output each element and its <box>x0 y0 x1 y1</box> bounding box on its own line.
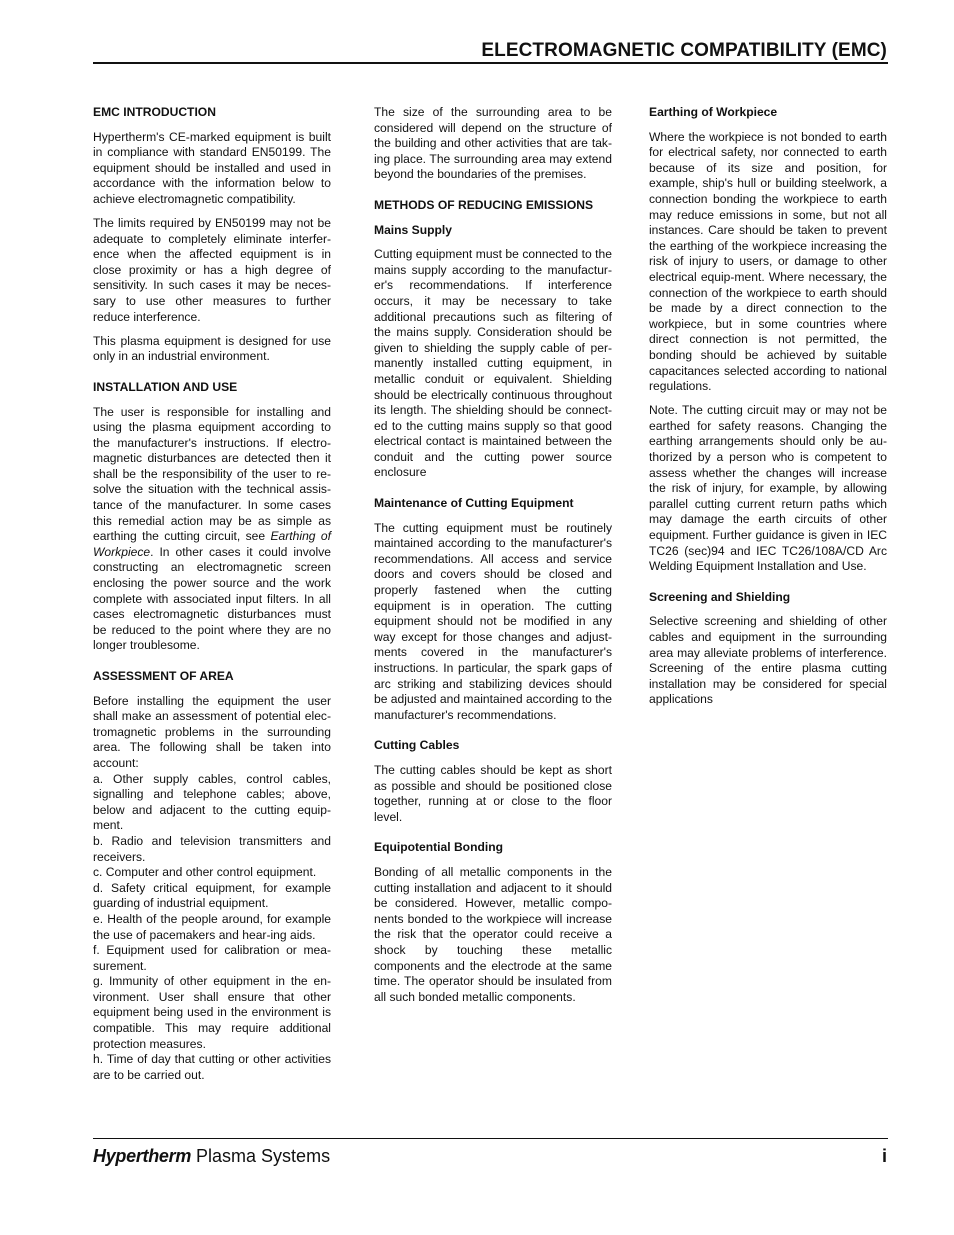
maintenance-paragraph: The cutting equipment must be routinely maintained according to the manufacturer's recommendations. All access and service doors and covers should be closed and properly fastened when the cutting equipment is in operation. The cutting equipment should not be modified in any way except for those changes and adjust-ments covered in the manufacturer's instructions. In particular, the spark gaps of arc striking and stabilizing devices should be adjusted and maintained according to the manufacturer's recommendations. <box>374 520 613 722</box>
assessment-item-b: b. Radio and television transmitters and receivers. <box>93 833 331 864</box>
column-3 <box>649 105 887 716</box>
assessment-item-a: a. Other supply cables, control cables, signalling and telephone cables; above, below and adjacent to the cutting equip-ment. <box>93 771 331 833</box>
installation-text-b: . In other cases it could involve constructing an electromagnetic screen enclosing the power source and the work complete with associated input filters. In all cases electromagnetic disturbances must be reduced to the point where they are no longer troublesome. <box>93 544 331 653</box>
footer-rule <box>93 1138 888 1139</box>
assessment-item-e: e. Health of the people around, for example the use of pacemakers and hear-ing aids. <box>93 911 331 942</box>
assessment-item-g: g. Immunity of other equipment in the en-vironment. User shall ensure that other equipment being used in the environment is compatible. This may require additional protection measures. <box>93 974 331 1051</box>
footer-brand-suffix: Plasma Systems <box>191 1146 331 1166</box>
area-size-paragraph: The size of the surrounding area to be considered will depend on the structure of the building and other activities that are tak-ing place. The surrounding area may extend beyond the boundaries of the premises. <box>374 105 612 182</box>
installation-paragraph <box>93 405 331 655</box>
emc-intro-paragraph-3: This plasma equipment is designed for use only in an industrial environment. <box>93 333 331 364</box>
cutting-cables-paragraph: The cutting cables should be kept as short as possible and should be positioned close together, running at or close to the floor level. <box>374 762 612 824</box>
installation-heading: INSTALLATION AND USE <box>93 379 238 394</box>
earthing-paragraph-1: Where the workpiece is not bonded to earth for electrical safety, nor connected to earth because of its size and position, for example, ship's hull or building steelwork, a connection bonding the workpiece to earth may reduce emissions in some, but not all instances. Care should be taken to prevent the earthing of the workpiece increasing the risk of injury to users, or damage to other electrical equip-ment. Where necessary, the connection of the workpiece to earth should be made by a direct connection to the workpiece, but in some countries where direct connection is not permitted, the bonding should be achieved by suitable capacitances selected according to national regulations. <box>649 129 887 394</box>
assessment-item-f: f. Equipment used for calibration or mea-surement. <box>93 943 331 973</box>
page-number: i <box>881 1146 887 1166</box>
equipotential-paragraph: Bonding of all metallic components in the cutting installation and adjacent to it should be considered. However, metallic compo-nents bonded to the workpiece will increase the risk that the operator could receive a shock by touching these metallic components and the electrode at the same time. The operator should be insulated from all such bonded metallic components. <box>374 864 612 1004</box>
screening-heading: Screening and Shielding <box>649 589 791 604</box>
header-rule <box>93 62 888 64</box>
earthing-heading: Earthing of Workpiece <box>649 105 778 119</box>
methods-heading: METHODS OF REDUCING EMISSIONS <box>374 197 594 212</box>
mains-supply-paragraph: Cutting equipment must be connected to the mains supply according to the manufactur-er's recommendations. If interference occurs, it may be necessary to take additional precautions such as filtering of the mains supply. Consideration should be given to shielding the supply cable of per-manently installed cutting equipment, in metallic conduit or equivalent. Shielding should be electrically continuous throughout its length. The shielding should be connect-ed to the cutting mains supply so that good electrical contact is maintained between the conduit and the cutting power source enclosure <box>374 247 612 480</box>
maintenance-heading: Maintenance of Cutting Equipment <box>374 496 574 511</box>
screening-paragraph: Selective screening and shielding of other cables and equipment in the surrounding area may alleviate problems of interference. Screening of the entire plasma cutting installation may be considered for special applications <box>649 614 887 707</box>
hypertherm-logo: Hypertherm <box>93 1146 192 1166</box>
mains-supply-heading: Mains Supply <box>374 222 452 237</box>
emc-intro-paragraph-1: Hypertherm's CE-marked equipment is built in compliance with standard EN50199. The equipment should be installed and used in accordance with the information below to achieve electromagnetic compatibility. <box>93 129 331 206</box>
assessment-item-c: c. Computer and other control equipment. <box>93 865 317 880</box>
footer-brand <box>93 1146 330 1167</box>
assessment-heading: ASSESSMENT OF AREA <box>93 669 234 683</box>
emc-intro-heading: EMC INTRODUCTION <box>93 105 216 119</box>
column-1 <box>93 105 331 1083</box>
assessment-list <box>93 772 331 1084</box>
installation-text-a: The user is responsible for installing and using the plasma equipment according to the manufacturer's instructions. If electro-magnetic disturbances are detected then it shall be the responsibility of the user to re-solve the situation with the technical assis-tance of the manufacturer. In some cases this remedial action may be as simple as earthing the cutting circuit, see <box>93 404 331 544</box>
column-2 <box>374 105 612 1014</box>
assessment-paragraph: Before installing the equipment the user shall make an assessment of potential elec-tromagnetic problems in the surrounding area. The following shall be taken into account: <box>93 693 331 770</box>
earthing-reference: Earthing of Workpiece <box>93 529 331 559</box>
cutting-cables-heading: Cutting Cables <box>374 738 460 753</box>
assessment-item-h: h. Time of day that cutting or other activities are to be carried out. <box>93 1052 331 1082</box>
emc-intro-paragraph-2: The limits required by EN50199 may not be adequate to completely eliminate interfer-ence when the affected equipment is in close proximity or has a high degree of sensitivity. In such cases it may be neces-sary to use other measures to further reduce interference. <box>93 216 331 324</box>
page-header-title: ELECTROMAGNETIC COMPATIBILITY (EMC) <box>481 40 887 61</box>
earthing-paragraph-2: Note. The cutting circuit may or may not be earthed for safety reasons. Changing the earthing arrangements should only be au-thorized by a person who is competent to assess whether the changes will increase the risk of injury, for example, by allowing parallel cutting current return paths which may damage the earth circuits of other equipment. Further guidance is given in IEC TC26 (sec)94 and IEC TC26/108A/CD Arc Welding Equipment Installation and Use. <box>649 403 887 574</box>
assessment-item-d: d. Safety critical equipment, for example guarding of industrial equipment. <box>93 880 331 911</box>
equipotential-heading: Equipotential Bonding <box>374 840 503 855</box>
